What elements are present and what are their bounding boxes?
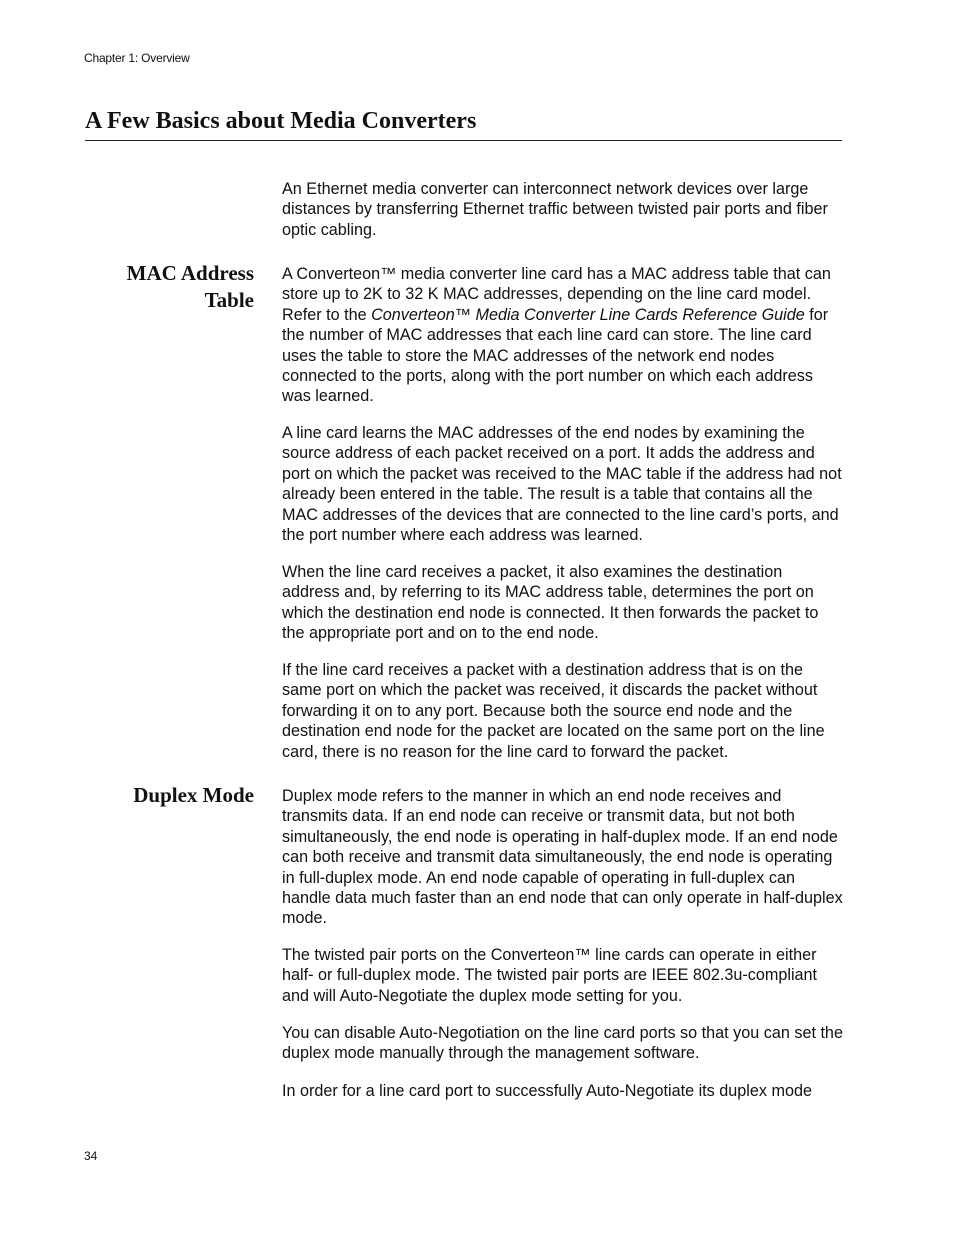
mac-paragraph-4: If the line card receives a packet with a destination address that is on the same port on which the packet was received, it discards the packet without forwarding it on to any port. Because both the source end node and the destination end node for the packet are located on the same port on the line card, there is no reason for the line card to forward the packet. [282,661,825,761]
section-heading-duplex-mode: Duplex Mode [133,783,254,807]
mac-paragraph-1-text-cont: for the number of MAC addresses that each line card can store. The line card uses the table to store the MAC addresses of the network end nodes connected to the ports, along with the port number on which each address was learned. [282,305,829,406]
page-number: 34 [84,1149,98,1163]
duplex-paragraph-2: The twisted pair ports on the Converteon™ line cards can operate in either half- or full-duplex mode. The twisted pair ports are IEEE 802.3u-compliant and will Auto-Negotiate the duplex mode setting for you. [282,946,818,1005]
duplex-paragraph-1: Duplex mode refers to the manner in which an end node receives and transmits data. If an end node can receive or transmit data, but not both simultaneously, the end node is operating in half-duplex mode. If an end node can both receive and transmit data simultaneously, the end node is operating in full-duplex mode. An end node capable of operating in full-duplex can handle data much faster than an end node that can only operate in half-duplex mode. [282,787,843,928]
reference-guide-title: Converteon™ Media Converter Line Cards Reference Guide [371,305,805,324]
section-heading-mac-address-table [74,260,254,314]
mac-paragraph-1 [282,264,844,407]
mac-paragraph-1-text: A Converteon™ media converter line card has a MAC address table that can store up to 2K to 32 K MAC addresses, depending on the line card model. Refer to the [282,265,831,324]
mac-paragraph-2: A line card learns the MAC addresses of the end nodes by examining the source address of each packet received on a port. It adds the address and port on which the packet was received to the MAC table if the address had not already been entered in the table. The result is a table that contains all the MAC addresses of the devices that are connected to the line card’s ports, and the port number where each address was learned. [282,424,842,545]
section-heading-line: Table [204,288,254,312]
intro-paragraph: An Ethernet media converter can interconnect network devices over large distances by transferring Ethernet traffic between twisted pair ports and fiber optic cabling. [282,180,828,239]
running-header: Chapter 1: Overview [84,51,190,65]
duplex-paragraph-4: In order for a line card port to successfully Auto-Negotiate its duplex mode [282,1082,812,1100]
page-title: A Few Basics about Media Converters [85,108,842,141]
mac-paragraph-3: When the line card receives a packet, it also examines the destination address and, by referring to its MAC address table, determines the port on which the destination end node is connected. It then forwards the packet to the appropriate port and on to the end node. [282,563,819,643]
duplex-paragraph-3: You can disable Auto-Negotiation on the line card ports so that you can set the duplex mode manually through the management software. [282,1024,843,1063]
section-heading-line: MAC Address [126,261,254,285]
